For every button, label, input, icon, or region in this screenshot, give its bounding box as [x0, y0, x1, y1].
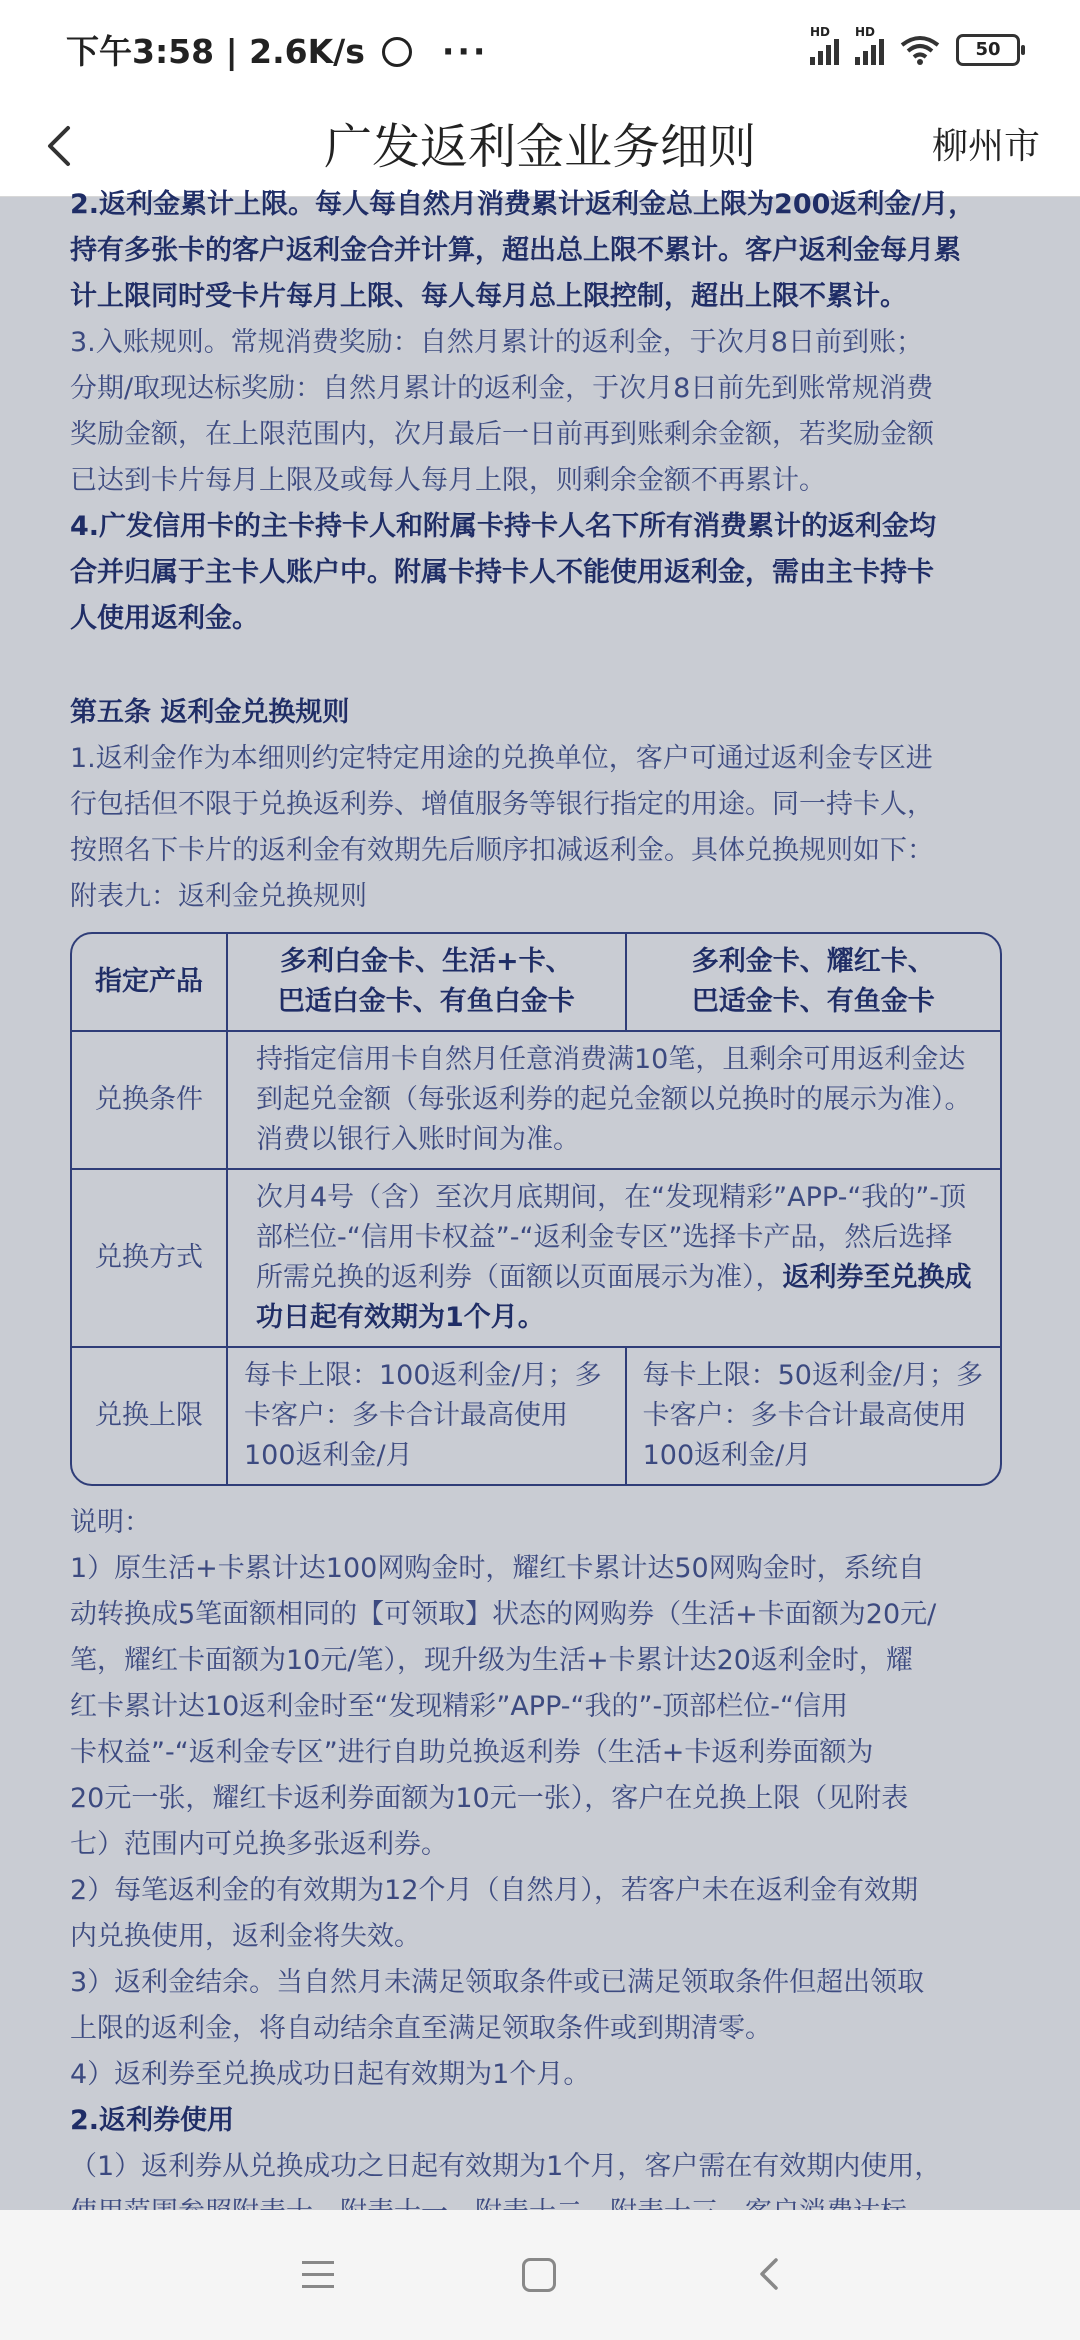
page-title: 广发返利金业务细则: [323, 119, 756, 175]
note1-line-6: 20元一张，耀红卡返利券面额为10元一张），客户在兑换上限（见附表: [70, 1783, 909, 1814]
rule3-line-3: 奖励金额，在上限范围内，次月最后一日前再到账剩余金额，若奖励金额: [70, 419, 934, 450]
header-col1-line2: 巴适白金卡、有鱼白金卡: [277, 986, 575, 1017]
menu-icon: [302, 2261, 334, 2264]
status-left: [66, 26, 488, 73]
status-time-speed: 下午3:58 | 2.6K/s: [66, 32, 365, 71]
paragraph-cut: 2.返利金累计上限。每人每自然月消费累计返利金总上限为200返利金/月，: [70, 189, 976, 220]
rule3-line-1: 3.入账规则。常规消费奖励：自然月累计的返利金，于次月8日前到账；: [70, 327, 923, 358]
note1-line-7: 七）范围内可兑换多张返利券。: [70, 1829, 448, 1860]
note1-line-2: 动转换成5笔面额相同的【可领取】状态的网购券（生活+卡面额为20元/: [70, 1599, 937, 1630]
note1-line-1: 1）原生活+卡累计达100网购金时，耀红卡累计达50网购金时，系统自: [70, 1553, 925, 1584]
rule3-line-2: 分期/取现达标奖励：自然月累计的返利金，于次月8日前先到账常规消费: [70, 373, 934, 404]
status-bar: [0, 0, 1080, 96]
note3-line-1: 3）返利金结余。当自然月未满足领取条件或已满足领取条件但超出领取: [70, 1967, 925, 1998]
row-limit-col2: 每卡上限：50返利金/月；多卡客户：多卡合计最高使用100返利金/月: [642, 1360, 984, 1471]
note1-line-5: 卡权益”-“返利金专区”进行自助兑换返利券（生活+卡返利券面额为: [70, 1737, 874, 1768]
header-col2-line2: 巴适金卡、有鱼金卡: [691, 986, 935, 1017]
note2-line-2: 内兑换使用，返利金将失效。: [70, 1921, 421, 1952]
menu-button[interactable]: [298, 2254, 338, 2294]
alarm-icon: [382, 37, 412, 67]
header-col1: [228, 934, 627, 1032]
row-label-condition: 兑换条件: [72, 1032, 228, 1170]
rule4-line-2: 合并归属于主卡人账户中。附属卡持卡人不能使用返利金，需由主卡持卡: [70, 557, 934, 588]
table-row: [72, 1170, 1000, 1348]
section5-line-3: 按照名下卡片的返利金有效期先后顺序扣减返利金。具体兑换规则如下：: [70, 835, 934, 866]
notes-title: 说明：: [70, 1507, 151, 1538]
note1-line-4: 红卡累计达10返利金时至“发现精彩”APP-“我的”-顶部栏位-“信用: [70, 1691, 848, 1722]
row-label-limit: 兑换上限: [72, 1348, 228, 1484]
signal-icon-2: [855, 25, 884, 65]
section2-line-1: （1）返利券从兑换成功之日起有效期为1个月，客户需在有效期内使用，: [70, 2151, 942, 2182]
system-nav-bar: [0, 2210, 1080, 2340]
note3-line-2: 上限的返利金，将自动结余直至满足领取条件或到期清零。: [70, 2013, 772, 2044]
row-method-text: 次月4号（含）至次月底期间，在“发现精彩”APP-“我的”-顶部栏位-“信用卡权益”-“返利金专区”选择卡产品，然后选择所需兑换的返利券（面额以页面展示为准），: [256, 1182, 967, 1293]
header-col2-line1: 多利金卡、耀红卡、: [691, 946, 935, 977]
status-right: [810, 25, 1020, 70]
table-header-row: [72, 934, 1000, 1032]
rule4-line-1: 4.广发信用卡的主卡持卡人和附属卡持卡人名下所有消费累计的返利金均: [70, 511, 937, 542]
section5-line-2: 行包括但不限于兑换返利券、增值服务等银行指定的用途。同一持卡人，: [70, 789, 934, 820]
system-back-button[interactable]: [750, 2254, 790, 2294]
section5-line-1: 1.返利金作为本细则约定特定用途的兑换单位，客户可通过返利金专区进: [70, 743, 933, 774]
home-button[interactable]: [522, 2258, 556, 2292]
table-caption: 附表九：返利金兑换规则: [70, 881, 367, 912]
signal-icon: [810, 25, 839, 65]
wifi-icon: [900, 35, 940, 65]
row-method-cell: [228, 1170, 1000, 1348]
signal-hd-label: HD: [810, 25, 831, 39]
section2-title: 2.返利券使用: [70, 2105, 235, 2136]
header-product: 指定产品: [72, 934, 228, 1032]
back-triangle-icon: [750, 2254, 790, 2294]
back-button[interactable]: [30, 114, 90, 178]
signal-hd-label-2: HD: [855, 25, 876, 39]
city-selector[interactable]: 柳州市: [931, 126, 1040, 167]
battery-icon: 50: [956, 34, 1020, 66]
header-col1-line1: 多利白金卡、生活+卡、: [279, 946, 573, 977]
more-notifications-icon: ···: [441, 32, 489, 71]
exchange-rules-table: [70, 932, 1002, 1486]
rule4-line-3: 人使用返利金。: [70, 603, 259, 634]
note4: 4）返利券至兑换成功日起有效期为1个月。: [70, 2059, 591, 2090]
section5-title: 第五条 返利金兑换规则: [70, 697, 350, 728]
header-col2: [627, 934, 1000, 1032]
chevron-left-icon: [30, 114, 90, 178]
row-limit-col1: 每卡上限：100返利金/月；多卡客户：多卡合计最高使用100返利金/月: [228, 1348, 627, 1484]
note1-line-3: 笔，耀红卡面额为10元/笔），现升级为生活+卡累计达20返利金时，耀: [70, 1645, 913, 1676]
rule3-line-4: 已达到卡片每月上限及或每人每月上限，则剩余金额不再累计。: [70, 465, 826, 496]
document-content[interactable]: [70, 189, 1008, 2210]
row-label-method: 兑换方式: [72, 1170, 228, 1348]
row-condition-text: 持指定信用卡自然月任意消费满10笔，且剩余可用返利金达到起兑金额（每张返利券的起兑金额以兑换时的展示为准）。消费以银行入账时间为准。: [228, 1032, 1000, 1170]
table-row: [72, 1348, 1000, 1484]
paragraph-cap-2: 计上限同时受卡片每月上限、每人每月总上限控制，超出上限不累计。: [70, 281, 907, 312]
row-method-bold: 返利券至兑换成功日起有效期为1个月。: [256, 1262, 972, 1333]
table-row: [72, 1032, 1000, 1170]
note2-line-1: 2）每笔返利金的有效期为12个月（自然月），若客户未在返利金有效期: [70, 1875, 919, 1906]
paragraph-cap-1: 持有多张卡的客户返利金合并计算，超出总上限不累计。客户返利金每月累: [70, 235, 961, 266]
